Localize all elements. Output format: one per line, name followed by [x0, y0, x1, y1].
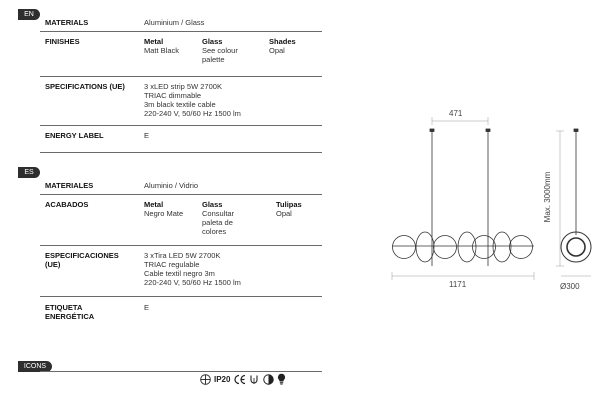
led-bulb-icon [277, 373, 286, 385]
acabados-label: ACABADOS [45, 200, 89, 209]
acabados-row [40, 195, 322, 246]
especificaciones-label-2: (UE) [45, 260, 61, 269]
materiales-label: MATERIALES [45, 181, 94, 190]
canopy-right [486, 129, 490, 132]
especificaciones-values [144, 251, 241, 287]
finish-metal-value: Matt Black [144, 46, 180, 55]
acabado-tulipas [276, 200, 302, 236]
finishes-columns [144, 37, 296, 64]
ce-mark-icon [233, 374, 246, 385]
section-tag-en: EN [18, 9, 40, 20]
materiales-value: Aluminio / Vidrio [144, 181, 199, 190]
energy-value: E [144, 131, 150, 140]
acabado-tulipas-value: Opal [276, 209, 292, 218]
glass-sphere-1 [393, 236, 416, 259]
glass-disc-2 [458, 232, 476, 262]
canopy-left [430, 129, 434, 132]
spec-line: 220-240 V, 50/60 Hz 1500 lm [144, 109, 241, 118]
spec-table-es [40, 176, 322, 327]
acabado-metal-value: Negro Mate [144, 209, 184, 218]
spec-line: Cable textil negro 3m [144, 269, 215, 278]
ukca-icon [249, 374, 260, 385]
finish-glass [202, 37, 269, 64]
energy-row [40, 126, 322, 153]
side-glass-outer [561, 232, 591, 262]
finish-glass-head: Glass [202, 37, 223, 46]
materiales-row [40, 176, 322, 195]
spec-line: 3 xTira LED 5W 2700K [144, 251, 221, 260]
spec-line: TRIAC regulable [144, 260, 200, 269]
spec-line: 3 xLED strip 5W 2700K [144, 82, 222, 91]
glass-disc-3 [493, 232, 511, 262]
section-tag-es: ES [18, 167, 40, 178]
acabado-glass-value-3: colores [202, 227, 227, 236]
dimension-diameter: Ø300 [560, 282, 580, 291]
finish-shades [269, 37, 296, 64]
acabado-glass-value-1: Consultar [202, 209, 235, 218]
especificaciones-row [40, 246, 322, 297]
materials-label: MATERIALS [45, 18, 89, 27]
materials-value: Aluminium / Glass [144, 18, 205, 27]
spec-line: TRIAC dimmable [144, 91, 202, 100]
etiqueta-label [45, 303, 94, 321]
etiqueta-label-1: ETIQUETA [45, 303, 83, 312]
etiqueta-label-2: ENERGÉTICA [45, 312, 95, 321]
acabado-glass [202, 200, 276, 236]
side-canopy [574, 129, 578, 132]
section-tag-icons: ICONS [18, 361, 52, 372]
acabado-glass-value-2: paleta de [202, 218, 233, 227]
etiqueta-row [40, 297, 322, 327]
glass-sphere-3 [473, 236, 496, 259]
spec-line: 3m black textile cable [144, 100, 216, 109]
materials-row [40, 13, 322, 32]
acabados-columns [144, 200, 302, 236]
especificaciones-label [45, 251, 119, 269]
class-ii-icon [200, 374, 211, 385]
glass-sphere-4 [510, 236, 533, 259]
acabado-glass-head: Glass [202, 200, 223, 209]
especificaciones-label-1: ESPECIFICACIONES [45, 251, 119, 260]
finish-metal [144, 37, 202, 64]
specifications-row [40, 77, 322, 126]
acabado-tulipas-head: Tulipas [276, 200, 302, 209]
finish-shades-value: Opal [269, 46, 285, 55]
side-glass-inner [567, 238, 585, 256]
acabado-metal-head: Metal [144, 200, 164, 209]
finish-glass-value-1: See colour [202, 46, 238, 55]
spec-line: 220-240 V, 50/60 Hz 1500 lm [144, 278, 241, 287]
acabado-metal [144, 200, 202, 236]
finishes-label: FINISHES [45, 37, 80, 46]
dimension-1171: 1171 [449, 280, 467, 289]
certification-icons [200, 373, 286, 385]
etiqueta-value: E [144, 303, 150, 312]
energy-label: ENERGY LABEL [45, 131, 104, 140]
finish-shades-head: Shades [269, 37, 296, 46]
finish-glass-value-2: palette [202, 55, 225, 64]
ip-rating: IP20 [214, 374, 231, 384]
specifications-values [144, 82, 241, 118]
spec-table-en [40, 13, 322, 153]
icons-divider [40, 371, 322, 372]
finishes-row [40, 32, 322, 77]
dimension-471: 471 [449, 109, 463, 118]
specifications-label: SPECIFICATIONS (UE) [45, 82, 125, 91]
dimension-max-height: Max. 3000mm [543, 171, 552, 223]
glass-disc-1 [416, 232, 434, 262]
dimmable-icon [263, 374, 274, 385]
finish-metal-head: Metal [144, 37, 164, 46]
glass-sphere-2 [434, 236, 457, 259]
